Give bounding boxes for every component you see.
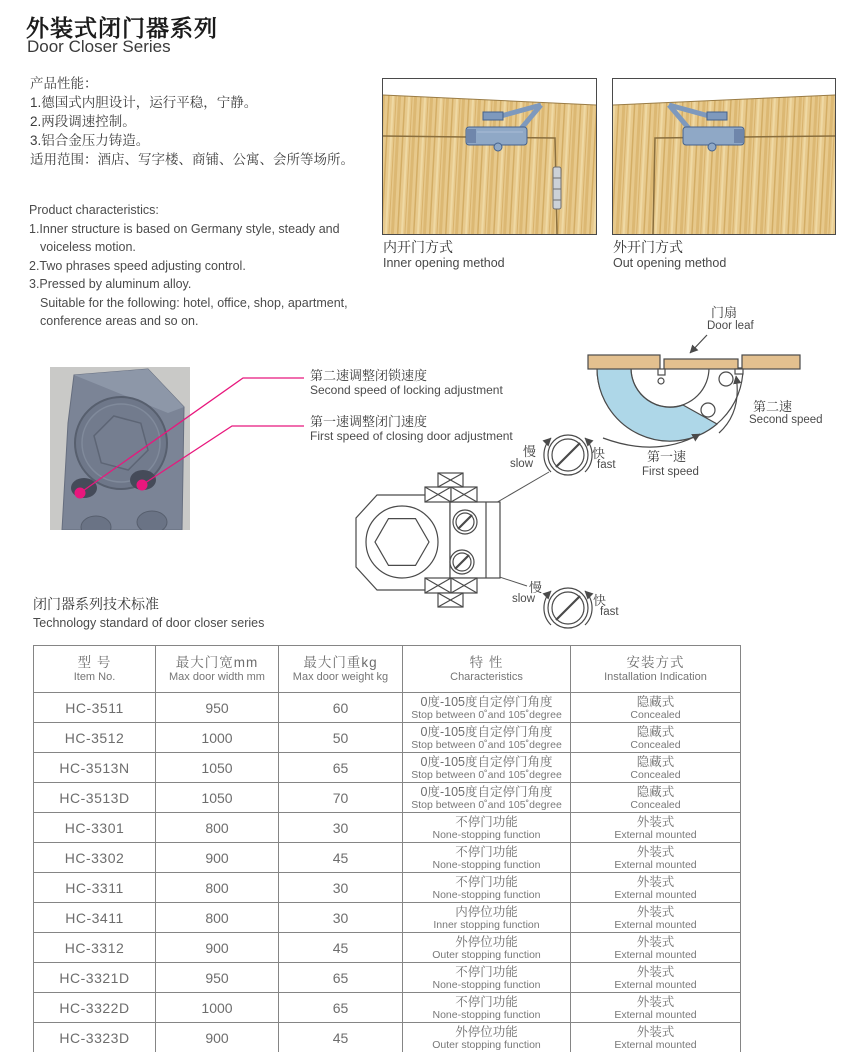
cell-item-no: HC-3302 — [34, 843, 156, 873]
speed-knob-upper — [544, 435, 592, 475]
features-en-suitable: Suitable for the following: hotel, office, shop, apartment, conference areas and so on. — [40, 295, 348, 328]
speed-knob-lower — [544, 588, 592, 628]
figure-caption-zh: 外开门方式 — [613, 239, 683, 255]
page-title: 外装式闭门器系列 — [26, 15, 218, 41]
cell-max-door-weight: 60 — [279, 693, 403, 723]
features-zh-item: 2.两段调速控制。 — [30, 114, 136, 129]
first-speed-label-zh: 第一速 — [647, 449, 687, 464]
callout-first-speed-zh: 第一速调整闭门速度 — [310, 414, 428, 429]
page-subtitle: Door Closer Series — [27, 37, 171, 56]
table-row — [34, 813, 741, 843]
cell-max-door-weight: 45 — [279, 933, 403, 963]
knob1-fast-en: fast — [597, 459, 616, 471]
cell-max-door-weight: 30 — [279, 813, 403, 843]
door-illustration-out — [613, 79, 835, 234]
knob1-slow-en: slow — [510, 458, 534, 470]
second-speed-label-en: Second speed — [749, 414, 823, 426]
header-max-width: 最大门宽mm Max door width mm — [156, 646, 279, 693]
cell-characteristics: 不停门功能 None-stopping function — [403, 873, 571, 903]
features-zh-heading: 产品性能： — [30, 76, 98, 91]
cell-max-door-weight: 65 — [279, 993, 403, 1023]
callout-second-speed-zh: 第二速调整闭锁速度 — [310, 368, 428, 383]
second-speed-label-zh: 第二速 — [753, 399, 793, 414]
spec-table — [33, 645, 741, 1052]
table-row — [34, 693, 741, 723]
adjustment-screw-photo — [50, 367, 190, 530]
knob2-fast-zh: 快 — [593, 593, 607, 608]
cell-item-no: HC-3513N — [34, 753, 156, 783]
callout-first-speed-en: First speed of closing door adjustment — [310, 429, 513, 443]
cell-installation: 隐藏式 Concealed — [571, 693, 741, 723]
features-en-item: 2.Two phrases speed adjusting control. — [29, 258, 246, 273]
figure-out-opening — [612, 78, 836, 235]
cell-installation: 隐藏式 Concealed — [571, 723, 741, 753]
features-zh-scope: 适用范围：酒店、写字楼、商铺、公寓、会所等场所。 — [30, 152, 354, 167]
table-body — [34, 693, 741, 1052]
table-row — [34, 933, 741, 963]
cell-item-no: HC-3323D — [34, 1023, 156, 1052]
cell-item-no: HC-3311 — [34, 873, 156, 903]
cell-max-door-weight: 45 — [279, 843, 403, 873]
table-title-en: Technology standard of door closer series — [33, 616, 265, 630]
connector-lines — [469, 472, 549, 586]
cell-characteristics: 0度-105度自定停门角度 Stop between 0˚and 105˚degree — [403, 723, 571, 753]
figure-inner-opening — [382, 78, 597, 235]
features-zh — [30, 74, 354, 169]
cell-item-no: HC-3312 — [34, 933, 156, 963]
figure-caption-en: Inner opening method — [383, 256, 505, 270]
knob1-slow-zh: 慢 — [523, 444, 537, 459]
cell-max-door-weight: 65 — [279, 753, 403, 783]
callout-second-speed-en: Second speed of locking adjustment — [310, 383, 503, 397]
hinge — [553, 167, 561, 209]
door-swing-diagram — [588, 335, 800, 447]
cell-max-door-width: 1050 — [156, 753, 279, 783]
cell-item-no: HC-3411 — [34, 903, 156, 933]
table-row — [34, 723, 741, 753]
door-illustration-inner — [383, 79, 596, 234]
cell-max-door-width: 900 — [156, 933, 279, 963]
cell-max-door-width: 950 — [156, 693, 279, 723]
header-installation: 安装方式 Installation Indication — [571, 646, 741, 693]
table-row — [34, 753, 741, 783]
table-row — [34, 843, 741, 873]
cell-characteristics: 外停位功能 Outer stopping function — [403, 1023, 571, 1052]
closer-end-view-drawing — [356, 473, 500, 607]
cell-item-no: HC-3322D — [34, 993, 156, 1023]
cell-characteristics: 不停门功能 None-stopping function — [403, 813, 571, 843]
cell-characteristics: 不停门功能 None-stopping function — [403, 963, 571, 993]
features-zh-item: 3.铝合金压力铸造。 — [30, 133, 150, 148]
cell-characteristics: 0度-105度自定停门角度 Stop between 0˚and 105˚degree — [403, 783, 571, 813]
features-en — [29, 201, 363, 331]
cell-installation: 隐藏式 Concealed — [571, 783, 741, 813]
cell-installation: 外装式 External mounted — [571, 813, 741, 843]
cell-max-door-width: 1000 — [156, 993, 279, 1023]
header-characteristics: 特 性 Characteristics — [403, 646, 571, 693]
table-row — [34, 1023, 741, 1052]
cell-max-door-weight: 65 — [279, 963, 403, 993]
cell-max-door-width: 800 — [156, 903, 279, 933]
spec-table-wrap — [33, 645, 740, 1052]
features-en-heading: Product characteristics: — [29, 203, 159, 217]
table-row — [34, 903, 741, 933]
cell-characteristics: 外停位功能 Outer stopping function — [403, 933, 571, 963]
cell-item-no: HC-3321D — [34, 963, 156, 993]
cell-installation: 外装式 External mounted — [571, 963, 741, 993]
cell-item-no: HC-3513D — [34, 783, 156, 813]
cell-max-door-width: 1000 — [156, 723, 279, 753]
table-row — [34, 993, 741, 1023]
knob2-slow-en: slow — [512, 593, 536, 605]
cell-characteristics: 不停门功能 None-stopping function — [403, 993, 571, 1023]
cell-installation: 外装式 External mounted — [571, 873, 741, 903]
features-en-item: 1.Inner structure is based on Germany style, steady and voiceless motion. — [29, 221, 340, 254]
cell-installation: 外装式 External mounted — [571, 903, 741, 933]
cell-installation: 外装式 External mounted — [571, 933, 741, 963]
cell-item-no: HC-3512 — [34, 723, 156, 753]
cell-max-door-width: 900 — [156, 1023, 279, 1052]
knob1-fast-zh: 快 — [592, 446, 606, 461]
cell-characteristics: 0度-105度自定停门角度 Stop between 0˚and 105˚degree — [403, 753, 571, 783]
first-speed-label-en: First speed — [642, 466, 699, 478]
knob2-slow-zh: 慢 — [529, 580, 543, 595]
header-max-weight: 最大门重kg Max door weight kg — [279, 646, 403, 693]
cell-max-door-weight: 70 — [279, 783, 403, 813]
table-title-zh: 闭门器系列技术标准 — [33, 596, 159, 612]
figure-caption-zh: 内开门方式 — [383, 239, 453, 255]
cell-item-no: HC-3511 — [34, 693, 156, 723]
table-row — [34, 963, 741, 993]
cell-max-door-width: 950 — [156, 963, 279, 993]
door-leaf-label-en: Door leaf — [707, 320, 754, 332]
cell-installation: 隐藏式 Concealed — [571, 753, 741, 783]
cell-max-door-width: 1050 — [156, 783, 279, 813]
cell-max-door-weight: 30 — [279, 873, 403, 903]
cell-installation: 外装式 External mounted — [571, 993, 741, 1023]
cell-characteristics: 不停门功能 None-stopping function — [403, 843, 571, 873]
table-row — [34, 873, 741, 903]
knob2-fast-en: fast — [600, 606, 619, 618]
header-item-no: 型 号 Item No. — [34, 646, 156, 693]
cell-max-door-width: 900 — [156, 843, 279, 873]
cell-item-no: HC-3301 — [34, 813, 156, 843]
table-row — [34, 783, 741, 813]
cell-max-door-width: 800 — [156, 813, 279, 843]
cell-max-door-weight: 50 — [279, 723, 403, 753]
cell-installation: 外装式 External mounted — [571, 843, 741, 873]
table-header-row — [34, 646, 741, 693]
figure-caption-en: Out opening method — [613, 256, 727, 270]
features-en-item: 3.Pressed by aluminum alloy. — [29, 277, 192, 291]
cell-max-door-width: 800 — [156, 873, 279, 903]
features-zh-item: 1.德国式内胆设计，运行平稳，宁静。 — [30, 95, 258, 110]
cell-max-door-weight: 30 — [279, 903, 403, 933]
cell-max-door-weight: 45 — [279, 1023, 403, 1052]
cell-characteristics: 0度-105度自定停门角度 Stop between 0˚and 105˚degree — [403, 693, 571, 723]
cell-installation: 外装式 External mounted — [571, 1023, 741, 1052]
door-leaf-label-zh: 门扇 — [711, 305, 738, 320]
cell-characteristics: 内停位功能 Inner stopping function — [403, 903, 571, 933]
